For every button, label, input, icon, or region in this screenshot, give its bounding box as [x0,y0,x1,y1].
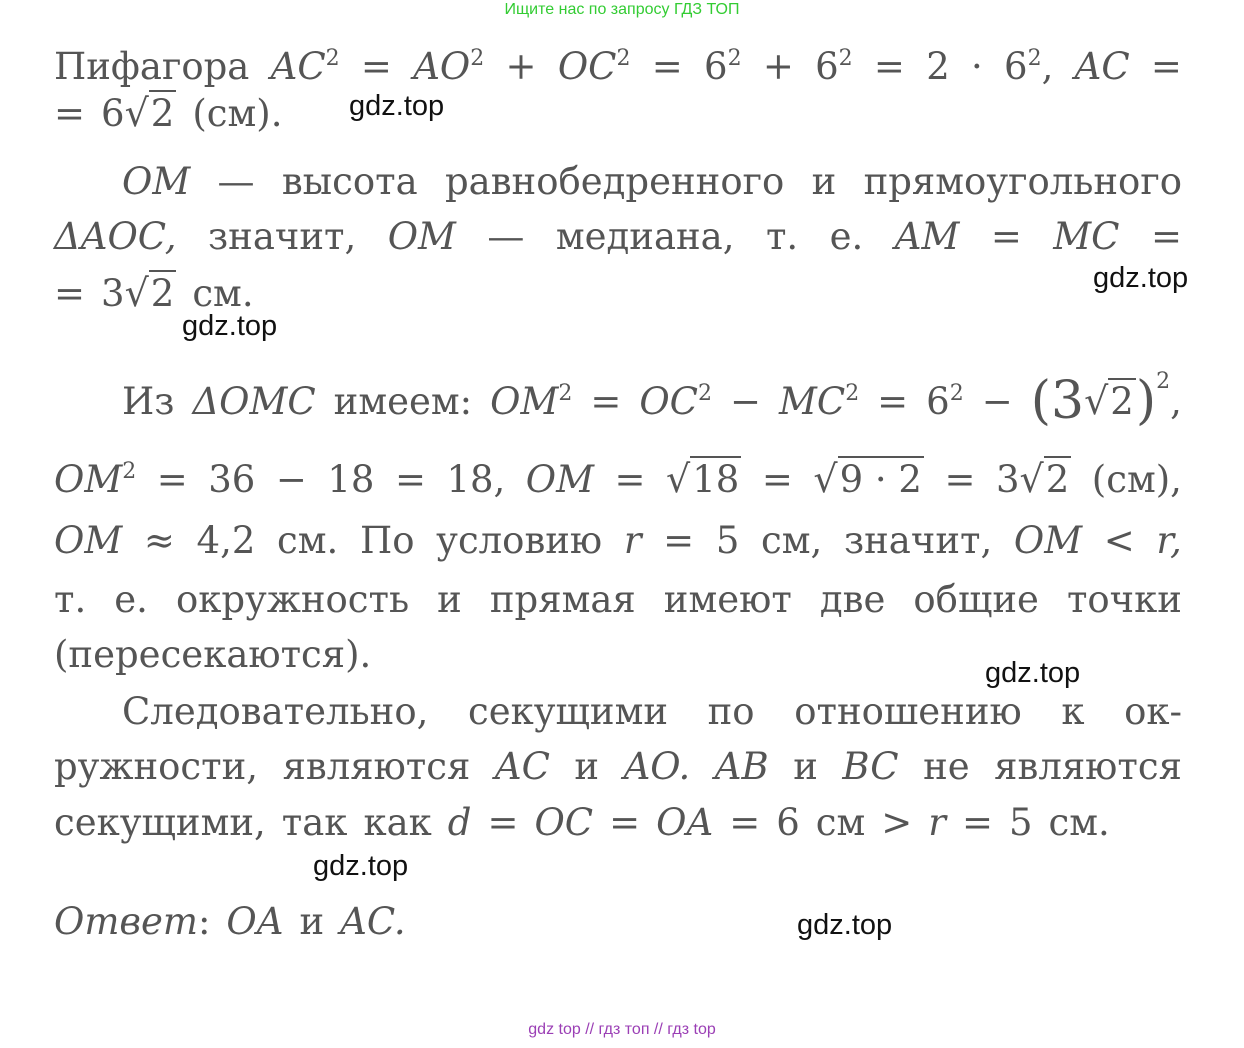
op: = [990,215,1022,258]
word: е. [114,578,148,621]
punct: , [1170,380,1182,423]
text-line-13 [54,796,1182,850]
word: точки [1066,578,1182,621]
watermark: gdz.top [985,657,1081,689]
text-line-11 [122,685,1182,739]
radicand: 2 [1045,458,1070,501]
exp: 2 [698,381,712,406]
text-line-3 [122,155,1182,209]
num: 6 [1004,45,1028,88]
radical-sign: √ [1084,379,1109,423]
op: = [1150,215,1182,258]
word: и [811,160,837,203]
var: MC [778,380,846,423]
var: OM [525,458,595,501]
sqrt [666,452,741,507]
word: отношению [794,690,1022,733]
var: AB [714,745,769,788]
exp: 2 [616,46,631,71]
op: = [944,458,976,501]
word: имеем: [333,380,473,423]
sqrt [125,86,177,141]
math-term [926,367,964,429]
word: значит, [207,215,357,258]
op: = [609,801,641,844]
punct: , [1041,45,1054,88]
word: значит, [843,519,993,562]
op: = [873,45,905,88]
word: Из [122,380,175,423]
var: AC [494,745,550,788]
math-term [54,445,136,507]
math-term [1031,355,1182,429]
radical-sign: √ [1019,457,1044,501]
var: OM [54,458,123,501]
sqrt [1020,452,1072,507]
num: 2 [926,45,950,88]
word: являются [994,745,1182,788]
var: AC [270,45,326,88]
math-term [558,32,631,94]
op: = [961,801,993,844]
var: r [623,519,642,562]
watermark: gdz.top [1093,262,1189,294]
exp: 2 [838,46,853,71]
exp: 2 [1156,369,1171,394]
word: прямая [489,578,636,621]
word: прямоугольного [863,160,1182,203]
op: = [651,45,683,88]
op: = [54,272,86,315]
radical-sign: √ [124,91,149,135]
radicand: 2 [150,272,175,315]
var: OM [387,215,456,258]
op: − [981,380,1013,423]
watermark: gdz.top [349,90,445,122]
op: = [663,519,695,562]
word: Пифагора [54,45,250,88]
paren-term: (3 [1030,371,1085,431]
text-line-2 [54,86,1182,140]
radical-sign: √ [666,457,691,501]
op: = [614,458,646,501]
op: = [729,801,761,844]
math-term [704,32,742,94]
word: к [1061,690,1085,733]
radical-sign: √ [813,457,838,501]
math-term [1004,32,1053,94]
op: · [971,45,983,88]
num: 3 [101,272,125,315]
radicand: 2 [1110,380,1134,423]
radicand: 2 [150,92,175,135]
word: являются [282,745,471,788]
word: две [819,578,886,621]
num: 6 [776,801,800,844]
word: ружности, [54,745,259,788]
var: OM [490,380,559,423]
num: 5 [715,519,740,562]
num: 36 [208,458,256,501]
num: 6 [815,45,839,88]
word: имеют [663,578,792,621]
dash: — [487,215,525,258]
var: OM [122,160,191,203]
text-line-7 [54,445,1182,499]
sqrt [125,266,177,321]
search-banner[interactable]: Ищите нас по запросу ГДЗ ТОП [504,1,740,18]
word: секущими [468,690,669,733]
op: = [360,45,392,88]
text-line-6 [122,355,1182,431]
exp: 2 [558,381,573,406]
exp: 2 [470,46,485,71]
var: OC [557,45,617,88]
num: 3 [995,458,1020,501]
var: MC [1053,215,1120,258]
math-term [101,86,176,141]
var: BC [842,745,899,788]
var: OC [534,801,594,844]
word: см, [761,519,823,562]
var: OM [1013,519,1083,562]
word: секущими, [54,801,266,844]
op: = [761,458,793,501]
num: 4,2 [196,519,256,562]
math-term [996,452,1071,507]
word: медиана, [555,215,735,258]
op: ≈ [143,519,175,562]
var: d [447,801,472,844]
text-line-4 [54,210,1182,264]
text-line-12 [54,740,1182,794]
text-line-8 [54,514,1182,568]
math-term [413,32,484,94]
var: OM [54,519,123,562]
radical-sign: √ [124,271,149,315]
op: = [394,458,426,501]
var: r [928,801,946,844]
sqrt [813,452,924,507]
word: равнобедренного [444,160,785,203]
word: так [281,801,348,844]
exp: 2 [949,381,964,406]
word: (пересекаются). [54,633,372,676]
watermark: gdz.top [797,909,893,941]
radicand: 18 [692,458,740,501]
math-term [101,266,176,321]
num: 6 [704,45,728,88]
var: r, [1156,519,1182,562]
watermark: gdz.top [313,850,409,882]
op: = [877,380,909,423]
num: 18, [446,458,506,501]
word: и [299,900,325,943]
word: Следовательно, [122,690,429,733]
exp: 2 [122,459,137,484]
var: AM [894,215,960,258]
word: по [707,690,755,733]
op: = [1150,45,1182,88]
sqrt [1084,374,1136,429]
word: условию [436,519,603,562]
word: По [359,519,415,562]
word: см [815,801,866,844]
math-term [639,367,712,429]
watermark: gdz.top [182,310,278,342]
word: е. [829,215,864,258]
num: 18 [327,458,375,501]
radicand: 9 · 2 [839,458,922,501]
word: см. [192,272,254,315]
word: окружность [175,578,410,621]
num: 6 [101,92,125,135]
dash: — [217,160,255,203]
op: = [54,92,86,135]
exp: 2 [325,46,340,71]
math-term [779,367,859,429]
colon: : [197,900,211,943]
exp: 2 [727,46,742,71]
op: = [487,801,519,844]
var: OC [639,380,698,423]
word: высота [281,160,418,203]
op: − [729,380,761,423]
word: см. [1048,801,1110,844]
word: и [574,745,600,788]
word: и [437,578,462,621]
num: 6 [926,380,950,423]
paren-close: ) [1135,371,1157,431]
var: ΔAOC, [54,215,177,258]
op: + [505,45,537,88]
var: OA [656,801,714,844]
op: > [881,801,913,844]
word: как [363,801,432,844]
text-line-9 [54,573,1182,627]
math-term [815,32,853,94]
word: (см). [192,92,283,135]
text-line-1 [54,32,1182,86]
op: = [590,380,622,423]
var: AO. [623,745,691,788]
math-term [490,367,572,429]
answer-line [54,895,1182,949]
footer-links[interactable]: gdz top // гдз топ // гдз top [528,1021,716,1038]
word: т. [765,215,799,258]
exp: 2 [845,381,860,406]
exp: 2 [1027,46,1042,71]
word: см. [277,519,339,562]
math-term [271,32,340,94]
word: ок- [1124,690,1182,733]
word: (см), [1091,458,1182,501]
word: общие [913,578,1039,621]
var: AC [1074,45,1130,88]
var: ΔOMC [192,380,316,423]
var: AC. [340,900,406,943]
word: и [793,745,818,788]
op: + [762,45,794,88]
word: не [923,745,970,788]
answer-label [54,895,210,949]
word: т. [54,578,87,621]
op: = [156,458,188,501]
var: OA [226,900,284,943]
num: 5 [1008,801,1033,844]
answer-word: Ответ [54,900,198,943]
var: AO [413,45,471,88]
op: < [1103,519,1135,562]
op: − [275,458,307,501]
